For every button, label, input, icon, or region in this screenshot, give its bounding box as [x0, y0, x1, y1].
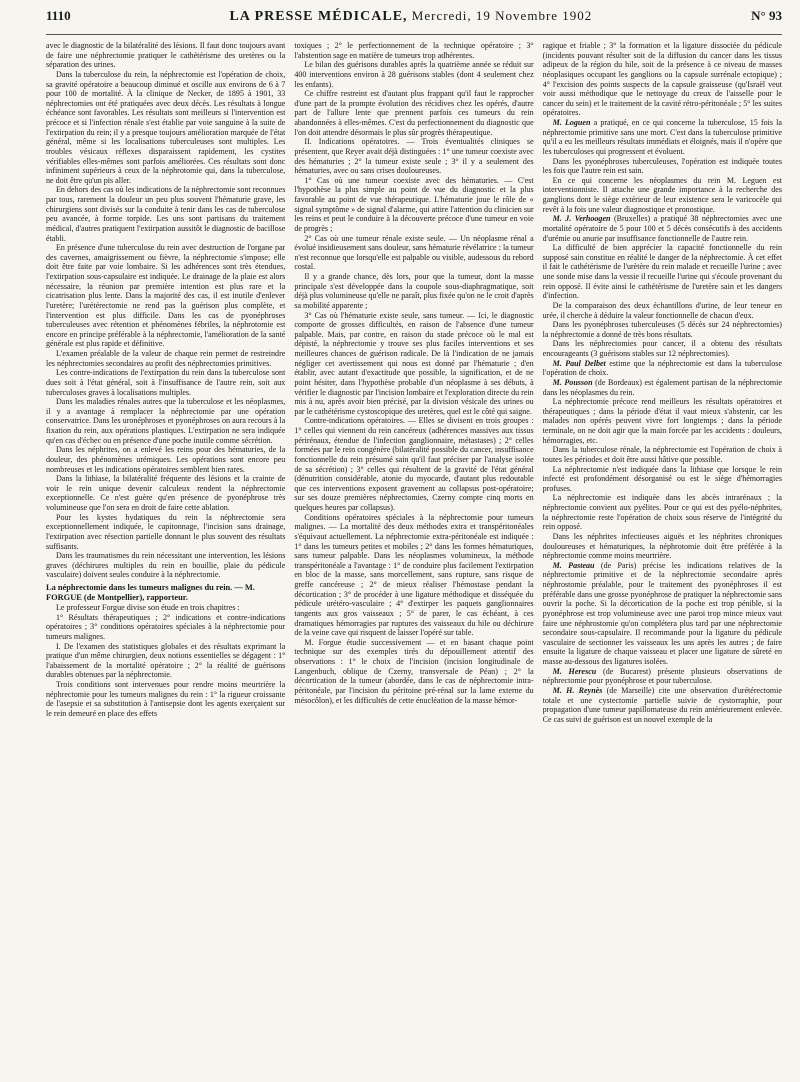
paragraph: Le bilan des guérisons durables après la quatrième année se réduit sur 400 interventions environ à 28 guérisons stables (dont 4 seulement chez les enfants). [294, 60, 534, 89]
paragraph [543, 359, 782, 378]
paragraph [543, 378, 782, 397]
paragraph-text: (de Bordeaux) est également partisan de la néphrectomie dans les néoplasmes du rein. [542, 377, 782, 397]
paragraph: toxiques ; 2° le perfectionnement de la technique opératoire ; 3° l'abstention sage en matière de tumeurs trop adhérentes. [294, 41, 534, 60]
paragraph: Le professeur Forgue divise son étude en trois chapitres : [56, 603, 240, 612]
speaker-name: M. Pasteau [552, 560, 595, 570]
paragraph-text: estime que la néphrectomie est dans la tuberculose l'opération de choix. [542, 358, 782, 378]
paragraph [543, 686, 782, 725]
journal-title: LA PRESSE MÉDICALE, [229, 9, 408, 24]
paragraph: Pour les kystes hydatiques du rein la néphrectomie sera exceptionnellement indiquée, le capitonnage, l'incision sans drainage, l'extirpation avec résection partielle donnant le plus souvent des résultats suffisants. [46, 512, 286, 551]
paragraph: De la comparaison des deux échantillons d'urine, de leur teneur en urée, il cherche à déduire la valeur fonctionnelle de chacun d'eux. [542, 300, 782, 320]
paragraph [543, 561, 782, 667]
paragraph: Conditions opératoires spéciales à la néphrectomie pour tumeurs malignes. — La mortalité des deux méthodes extra et transpéritonéales s'équivaut actuellement. La néphrectomie extra-péritonéale est indiquée : 1° dans les tumeurs petites et mobiles ; 2° dans les formes hématuriques, sans tumeur palpable. Dans les néoplasmes volumineux, la méthode transpéritonéale a l'avantage : 1° de conduire plus facilement l'extirpation en bloc de la masse, sans morcellement, sans rupture, sans risque de greffe cancéreuse ; 2° de mieux réaliser l'hémostase pendant la décortication ; 3° de procéder à une ligature méthodique et disséquée du pédicule urétéro-vasculaire ; 4° d'extirper les paquets ganglionnaires tangents aux gros vaisseaux ; 5° de parer, le cas échéant, à ces dramatiques hémorragies par ruptures des vaisseaux du hile ou déchirure de la veine cave qui risquent de laisser l'opéré sur table. [294, 512, 534, 638]
paragraph: avec le diagnostic de la bilatéralité des lésions. Il faut donc toujours avant de faire une néphrectomie pratiquer le cathétérisme des uretères ou la séparation des urines. [46, 41, 286, 70]
paragraph: Dans les maladies rénales autres que la tuberculose et les néoplasmes, il y a avantage à remplacer la néphrectomie par une opération conservatrice. Dans les uronéphroses et pyonéphroses on aura recours à la fixation du rein, aux opérations plastiques. L'extirpation ne sera indiquée qu'en cas d'échec ou en présence d'une poche inutile comme sécrétion. [46, 397, 286, 445]
paragraph: 1° Résultats thérapeutiques ; 2° indications et contre-indications opératoires ; 3° conditions opératoires spéciales à la néphrectomie pour tumeurs malignes. [46, 612, 286, 641]
paragraph: En présence d'une tuberculose du rein avec destruction de l'organe par des cavernes, amaigrissement ou fièvre, la néphrectomie s'impose; elle doit être faite par voie lombaire. Si les adhérences sont très étendues, l'extirpation sous-capsulaire est indiquée. Le drainage de la plaie est alors nécessaire, la réunion par première intention est plus rare et la cicatrisation plus lente. Dans la majorité des cas, il est inutile d'enlever l'uretère; l'urétérectomie ne rend pas la guérison plus complète, et l'intervention est plus difficile. Dans les cas de pyonéphroses tuberculeuses avec rétention et phénomènes fébriles, la néphrotomie est encore en principe préférable à la néphrectomie, l'amélioration de la santé générale est plus rapide et définitive. [46, 243, 286, 349]
paragraph: Dans les néphrites infectieuses aiguës et les néphrites chroniques douloureuses et hématuriques, la néphrotomie doit être préférée à la néphrectomie comme moins meurtrière. [542, 531, 782, 561]
paragraph: La néphrectomie précoce rend meilleurs les résultats opératoires et thérapeutiques ; dans la période d'état il vaut mieux s'abstenir, car les malades non opérés peuvent vivre fort longtemps ; dans la période terminale, on ne doit agir que la main forcée par les accidents : douleurs, hémorragies, etc. [542, 397, 782, 445]
section-heading: La néphrectomie dans les tumeurs malignes du rein. — M. FORGUE (de Montpellier), rapporteur. [46, 583, 255, 602]
paragraph: Dans les néphrites, on a enlevé les reins pour des hématuries, de la douleur, des phénomènes urémiques. Les opérations sont encore peu nombreuses et les indications opératoires semblent bien rares. [46, 445, 286, 474]
paragraph: II. Indications opératoires. — Trois éventualités cliniques se présentent, que Reyer avait déjà distinguées : 1° une tumeur coexiste avec des hématuries ; 2° la tumeur existe seule ; 3° il y a seulement des hématuries, avec ou sans crises douloureuses. [294, 137, 534, 176]
paragraph: Il y a grande chance, dès lors, pour que la tumeur, dont la masse principale s'est développée dans la coupole sous-diaphragmatique, soit déjà plus volumineuse qu'elle ne paraît, plus fixée qu'on ne le croit d'après sa mobilité apparente ; [294, 272, 534, 310]
paragraph: I. De l'examen des statistiques globales et des résultats exprimant la pratique d'un même chirurgien, deux notions essentielles se dégagent : 1° l'abaissement de la mortalité opératoire ; 2° la réalité de guérisons durables obtenues par la néphrectomie. [46, 641, 286, 680]
speaker-name: M. Paul Delbet [552, 358, 606, 368]
speaker-name: M. Loguen [552, 118, 591, 127]
paragraph: Dans les pyonéphroses tuberculeuses, l'opération est indiquée toutes les fois que l'autre rein est sain. [542, 156, 782, 176]
paragraph: Ce chiffre restreint est d'autant plus frappant qu'il faut le rapprocher d'une part de la prompte évolution des récidives chez les opérés, d'autre part de l'allure lente que prennent parfois ces tumeurs du rein abandonnées à elles-mêmes. C'est du perfectionnement du diagnostic que l'on doit attendre désormais le plus sûr progrès thérapeutique. [294, 89, 534, 137]
paragraph: Dans la tuberculose rénale, la néphrectomie est l'opération de choix à toutes les périodes et doit être aussi hâtive que possible. [542, 445, 782, 464]
paragraph: M. Forgue étudie successivement — et en basant chaque point technique sur des exemples tirés du dépouillement attentif des observations : 1° le choix de l'incision (incision longitudinale de Langenbuch, oblique de Czerny, transversale de Péan) ; 2° la décortication de la tumeur (abordée, dans le cas de néphrectomie intra-péritonéale, par l'incision du péritoine pré-rénal sur la lame externe du mésocôlon), et les difficultés de cette énucléation de la masse hémor- [294, 637, 534, 705]
column-1 [46, 41, 285, 1077]
paragraph: Trois conditions sont intervenues pour rendre moins meurtrière la néphrectomie pour les tumeurs malignes du rein : 1° la rigueur croissante de l'asepsie et sa substitution à l'antisepsie dont les agents exerçaient sur le rein demeuré en place des effets [46, 680, 286, 718]
paragraph [543, 214, 782, 243]
paragraph-text: (de Bucarest) présente plusieurs observations de néphrectomie pour pyonéphrose et pour tuberculose. [542, 666, 782, 686]
paragraph: La néphrectomie est indiquée dans les abcès intrarénaux ; la néphrectomie convient aux pyélites. Pour ce qui est des pyélo-néphrites, la néphrectomie reste l'opération de choix sous réserve de l'intégrité du rein opposé. [542, 493, 782, 532]
paragraph: Dans les pyonéphroses tuberculeuses (5 décès sur 24 néphrectomies) la néphrectomie a donné de très bons résultats. [542, 320, 782, 339]
issue-number: N° 93 [751, 8, 782, 23]
paragraph [543, 667, 782, 686]
issue-date: Mercredi, 19 Novembre 1902 [411, 8, 593, 23]
column-3 [543, 41, 782, 1077]
paragraph: La néphrectomie n'est indiquée dans la lithiase que lorsque le rein infecté est profondément désorganisé ou est le siège d'hémorragies profuses. [542, 464, 782, 493]
paragraph-text: (de Paris) précise les indications relatives de la néphrectomie primitive et de la néphrectomie secondaire après néphrostomie préalable, pour le traitement des pyonéphroses il est préférable dans une grosse pyonéphrose de pratiquer la néphrectomie sans ouvrir la poche. Si la décortication de la poche est trop pénible, si la pyonéphrose est trop volumineuse avec une paroi trop mince mieux vaut faire une néphrostomie qu'on complétera plus tard par une néphrectomie secondaire sous-capsulaire. Il recommande pour la ligature du pédicule vasculaire de sectionner les vaisseaux les uns après les autres ; de faire ensuite la ligature de chaque vaisseau et placer une ligature de sûreté en masse au-dessous des ligatures isolées. [542, 560, 782, 666]
paragraph-text: (de Marseille) cite une observation d'urétérectomie totale et une cystectomie partielle suivie de cystorraphie, pour propagation d'une tumeur papillomateuse du rein antérieurement enlevée. Ce cas suivi de guérison est un nouvel exemple de la [542, 685, 782, 724]
column-2 [294, 41, 533, 1077]
page-header [46, 8, 782, 35]
paragraph: 2° Cas où une tumeur rénale existe seule. — Un néoplasme rénal a évolué insidieusement sans douleur, sans hématurie révélatrice : la tumeur n'est reconnue que lorsqu'elle est palpable ou visible, audessous du rebord costal. [294, 233, 534, 272]
paragraph-text: a pratiqué, en ce qui concerne la tuberculose, 15 fois la néphrectomie primitive sans une mort. C'est dans la tuberculose primitive qu'il a eu les meilleurs résultats immédiats et éloignés, mais il n'opère que les tuberculoses qui progressent et évoluent. [542, 118, 782, 156]
paragraph: Contre-indications opératoires. — Elles se divisent en trois groupes : 1° celles qui viennent du rein cancéreux (adhérences massives aux tissus périrénaux, étendue de l'infection ganglionnaire, métastases) ; 2° celles formées par le rein congénère (bilatéralité possible du cancer, insuffisance fonctionnelle du rein présumé sain qu'il faut préciser par l'analyse isolée de sa sécrétion) ; 3° celles qui résultent de la gravité de l'état général (dénutrition considérable, atonie du myocarde, d'autant plus redoutable que ces interventions exposent gravement au collapsus post-opératoire; sur ses douze premières néphrectomies, Czerny compte cinq morts en quelques heures par collapsus). [294, 416, 534, 512]
paragraph: Dans la tuberculose du rein, la néphrectomie est l'opération de choix, sa gravité opératoire a beaucoup diminué et oscille aux environs de 6 à 7 pour 100 de mortalité. À la clinique de Necker, de 1895 à 1901, 33 néphrectomies ont été pratiquées avec deux décès. Les résultats à longue échéance sont favorables. Les résultats sont meilleurs si l'intervention est précoce et si l'infection rénale s'est établie par voie sanguine à la suite de l'extirpation du rein; il y a presque toujours amélioration marquée de l'état général, même si les localisations tuberculeuses sont multiples. Les troubles vésicaux réflexes disparaissent rapidement, les cystites vérifiables elles-mêmes sont parfois améliorées. Ces résultats sont donc infiniment supérieurs à ceux de la néphrotomie qui, dans la tuberculose, ne doit être qu'un pis aller. [46, 69, 286, 185]
speaker-name: M. J. Verhoogen [552, 214, 611, 224]
paragraph: En dehors des cas où les indications de la néphrectomie sont reconnues par tous, rarement la douleur un peu plus souvent l'hématurie grave, les chirurgiens sont divisés sur la conduite à tenir dans les cas de tuberculose peu avancée, à forme torpide. Les uns sont partisans du traitement médical, d'autres pratiquent l'extirpation aussitôt le diagnostic de bacillose établi. [46, 185, 286, 243]
page-number: 1110 [46, 8, 71, 23]
paragraph: Dans la lithiase, la bilatéralité fréquente des lésions et la crainte de voir le rein unique devenir calculeux rendent la néphrectomie exceptionnelle. Ce n'est guère qu'en présence de pyonéphrose très volumineuse que l'on sera en droit de faire cette ablation. [46, 474, 286, 512]
paragraph-text: (Bruxelles) a pratiqué 38 néphrectomies avec une mortalité opératoire de 5 pour 100 et 5 décès consécutifs à des accidents d'urémie ou anurie par insuffisance fonctionnelle de l'autre rein. [542, 214, 782, 243]
paragraph: 1° Cas où une tumeur coexiste avec des hématuries. — C'est l'hypothèse la plus simple au point de vue du diagnostic et la plus favorable au point de vue thérapeutique. L'hématurie joue le rôle de « signal symptôme » de signal d'alarme, qui attire l'attention du clinicien sur les reins et peut le conduire à la découverte précoce d'une tumeur en voie de progrès ; [294, 175, 534, 233]
speaker-name: M. Herescu [552, 666, 597, 676]
speaker-name: M. H. Reynès [552, 685, 603, 695]
article-columns [46, 41, 782, 1077]
paragraph: ragique et friable ; 3° la formation et la ligature dissociée du pédicule (incidents pouvant résulter soit de la diffusion du cancer dans les tissus adipeux de la région du hile, soit de la présence à ce niveau de masses néoplasiques occupant les ganglions ou la capsule surrénale ectopique) ; 4° l'excision des points suspects de la capsule graisseuse (qu'Israël veut voir aussi méthodique que le nettoyage du creux de l'aisselle pour le cancer du sein) et le traitement de la cavité rétro-péritonéale ; 5° les suites opératoires. [542, 41, 782, 118]
paragraph: L'examen préalable de la valeur de chaque rein permet de restreindre les néphrectomies secondaires au profit des néphrectomies primitives. [46, 349, 286, 368]
journal-masthead [229, 8, 592, 25]
speaker-name: M. Pousson [552, 377, 593, 387]
paragraph [543, 118, 782, 157]
paragraph: En ce qui concerne les néoplasmes du rein M. Leguen est interventionniste. Il attache une grande importance à la recherche des ganglions dont le siège extérieur de leur existence sera le varicocèle qui revêt à la fois une valeur diagnostique et pronostique. [542, 175, 782, 214]
paragraph: Les contre-indications de l'extirpation du rein dans la tuberculose sont dues soit à l'état général, soit à l'insuffisance de l'autre rein, soit aux tuberculoses graves à localisations multiples. [46, 368, 286, 397]
paragraph: La difficulté de bien apprécier la capacité fonctionnelle du rein supposé sain constitue en réalité le danger de la néphrectomie. À cet effet il fait le cathétérisme de l'urètère du rein malade et recueille l'urine ; avec une sonde mise dans la vessie il recueille l'urine qui s'écoule provenant du rein opposé. Il évite ainsi le cathétérisme de l'uretère sain et les dangers d'infection. [542, 243, 782, 301]
paragraph: 3° Cas où l'hématurie existe seule, sans tumeur. — Ici, le diagnostic comporte de grosses difficultés, en raison de l'absence d'une tumeur palpable. Mais, par contre, en raison du stade précoce où le mal est dépisté, la néphrectomie y trouve ses plus faciles interventions et ses meilleures chances de guérison radicale. De là l'indication de ne jamais négliger cet avertissement qui nous est donné par l'hématurie ; d'en établir, avec autant d'exactitude que possible, la signification, et de ne point hésiter, dans l'hypothèse probable d'un néoplasme à ses débuts, à vérifier le diagnostic par l'incision lombaire et l'exploration directe du rein mis à nu, après avoir bien précisé, par la division vésicale des urines ou par le cathétérisme cystoscopique des uretères, quel est le côté qui saigne. [294, 310, 534, 416]
paragraph: Dans les traumatismes du rein nécessitant une intervention, les lésions graves (déchirures multiples du rein en bouillie, plaie du pédicule vasculaire) doivent seules conduire à la néphrectomie. [46, 551, 286, 580]
paragraph: Dans les néphrectomies pour cancer, il a obtenu des résultats encourageants (3 guérisons stables sur 12 néphrectomies). [542, 339, 782, 358]
